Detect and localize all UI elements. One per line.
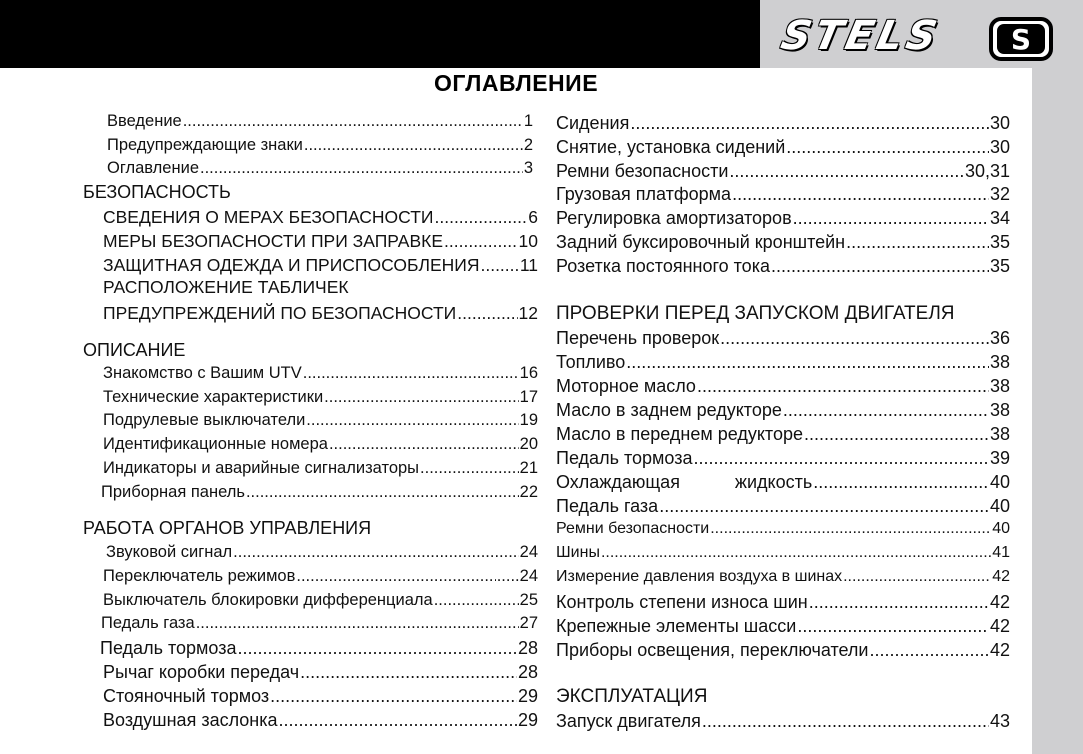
toc-entry[interactable]: Ремни безопасности ..... 30,31 (556, 161, 1010, 183)
toc-entry[interactable]: Масло в переднем редукторе ..... 38 (556, 424, 1010, 446)
toc-entry[interactable]: Шины ..... 41 (556, 544, 1010, 566)
section-heading-operation: ЭКСПЛУАТАЦИЯ (556, 686, 708, 707)
header-bar (0, 0, 760, 68)
toc-entry[interactable]: Грузовая платформа ..... 32 (556, 184, 1010, 206)
toc-entry[interactable]: СВЕДЕНИЯ О МЕРАХ БЕЗОПАСНОСТИ ..... 6 (103, 207, 538, 229)
toc-entry[interactable]: Звуковой сигнал ..... 24 (106, 543, 538, 565)
svg-text:S: S (1010, 23, 1032, 56)
brand-badge-icon (988, 16, 1054, 62)
toc-entry[interactable]: Масло в заднем редукторе ..... 38 (556, 400, 1010, 422)
toc-entry[interactable]: Знакомство с Вашим UTV ..... 16 (103, 364, 538, 386)
toc-entry[interactable]: Измерение давления воздуха в шинах ..... 42 (556, 568, 1010, 590)
section-heading-checks: ПРОВЕРКИ ПЕРЕД ЗАПУСКОМ ДВИГАТЕЛЯ (556, 303, 955, 324)
toc-entry[interactable]: Оглавление ..... 3 (107, 159, 533, 181)
toc-entry[interactable]: Выключатель блокировки дифференциала ..... 25 (103, 591, 538, 613)
toc-entry[interactable]: Педаль тормоза ..... 28 (100, 638, 538, 660)
toc-entry[interactable]: Задний буксировочный кронштейн ..... 35 (556, 232, 1010, 254)
toc-entry[interactable]: Розетка постоянного тока ..... 35 (556, 256, 1010, 278)
toc-entry[interactable]: Контроль степени износа шин ..... 42 (556, 592, 1010, 614)
toc-entry[interactable]: Педаль газа ..... 40 (556, 496, 1010, 518)
toc-entry[interactable]: Запуск двигателя ..... 43 (556, 711, 1010, 733)
side-strip (1032, 68, 1083, 754)
toc-entry[interactable]: МЕРЫ БЕЗОПАСНОСТИ ПРИ ЗАПРАВКЕ ..... 10 (103, 231, 538, 253)
toc-entry[interactable]: Введение ..... 1 (107, 112, 533, 134)
toc-entry[interactable]: Переключатель режимов ..... .....24 (103, 567, 538, 589)
toc-entry[interactable]: Перечень проверок ..... 36 (556, 328, 1010, 350)
toc-entry[interactable]: Приборы освещения, переключатели ..... 42 (556, 640, 1010, 662)
toc-entry[interactable]: Охлаждающая жидкость ..... 40 (556, 472, 1010, 494)
section-heading-safety: БЕЗОПАСНОСТЬ (83, 182, 231, 202)
toc-entry[interactable]: Снятие, установка сидений ..... 30 (556, 137, 1010, 159)
section-heading-description: ОПИСАНИЕ (83, 340, 186, 360)
toc-entry[interactable]: Сидения ..... 30 (556, 113, 1010, 135)
toc-entry[interactable]: Ремни безопасности ..... 40 (556, 520, 1010, 542)
page-title: ОГЛАВЛЕНИЕ (433, 70, 599, 96)
toc-entry[interactable]: Приборная панель ..... 22 (101, 483, 538, 505)
toc-entry[interactable]: Воздушная заслонка ..... 29 (103, 710, 538, 732)
toc-entry[interactable]: ПРЕДУПРЕЖДЕНИЙ ПО БЕЗОПАСНОСТИ ..... 12 (103, 303, 538, 325)
toc-entry-label[interactable]: РАСПОЛОЖЕНИЕ ТАБЛИЧЕК (103, 277, 349, 297)
toc-entry[interactable]: Рычаг коробки передач ..... 28 (103, 662, 538, 684)
toc-entry[interactable]: Подрулевые выключатели ..... 19 (103, 411, 538, 433)
toc-entry[interactable]: Педаль тормоза ..... 39 (556, 448, 1010, 470)
section-heading-controls: РАБОТА ОРГАНОВ УПРАВЛЕНИЯ (83, 518, 372, 538)
brand-logo: STELS (777, 13, 945, 59)
toc-entry[interactable]: Моторное масло ..... 38 (556, 376, 1010, 398)
toc-entry[interactable]: Идентификационные номера ..... 20 (103, 435, 538, 457)
toc-entry[interactable]: Индикаторы и аварийные сигнализаторы ..... 21 (103, 459, 538, 481)
toc-entry[interactable]: Крепежные элементы шасси ..... 42 (556, 616, 1010, 638)
toc-entry[interactable]: Предупреждающие знаки ..... 2 (107, 136, 533, 158)
toc-entry[interactable]: Технические характеристики ..... 17 (103, 388, 538, 410)
toc-entry[interactable]: Топливо ..... 38 (556, 352, 1010, 374)
toc-entry[interactable]: ЗАЩИТНАЯ ОДЕЖДА И ПРИСПОСОБЛЕНИЯ ..... 11 (103, 255, 538, 277)
toc-entry[interactable]: Педаль газа ..... 27 (101, 614, 538, 636)
toc-entry[interactable]: Регулировка амортизаторов ..... 34 (556, 208, 1010, 230)
toc-entry[interactable]: Стояночный тормоз ..... 29 (103, 686, 538, 708)
